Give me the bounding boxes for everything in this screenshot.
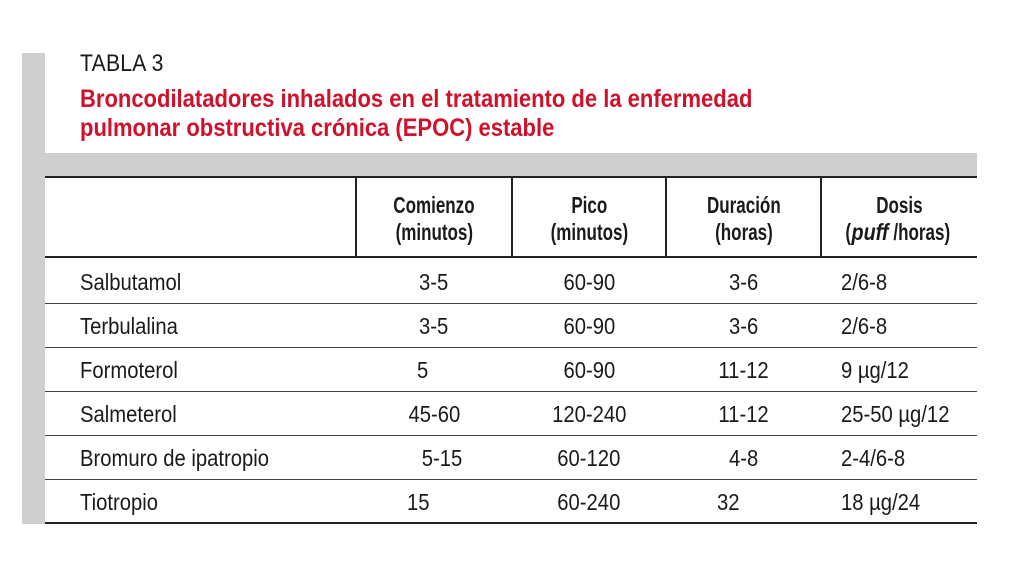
cell-comienzo: 3-5 — [419, 269, 449, 295]
header-duracion-line1: Duración — [706, 192, 781, 218]
cell-comienzo: 5 — [417, 357, 429, 383]
cell-drug: Formoterol — [80, 357, 178, 383]
table-row — [45, 436, 977, 480]
cell-dosis: 9 µg/12 — [841, 357, 909, 383]
table-row — [45, 304, 977, 348]
cell-drug: Salmeterol — [80, 401, 177, 427]
cell-dosis: 25-50 µg/12 — [841, 401, 950, 427]
table-row — [45, 392, 977, 436]
cell-pico: 60-90 — [563, 313, 615, 339]
header-comienzo — [357, 192, 511, 246]
header-duracion — [667, 192, 820, 246]
cell-comienzo: 3-5 — [419, 313, 449, 339]
cell-dosis: 18 µg/24 — [841, 489, 921, 515]
frame-bar-left — [22, 53, 45, 524]
cell-drug: Bromuro de ipatropio — [80, 445, 270, 471]
cell-drug: Salbutamol — [80, 269, 182, 295]
cell-duracion: 3-6 — [728, 313, 759, 339]
table-number: TABLA 3 — [80, 50, 164, 77]
header-duracion-line2: (horas) — [714, 219, 773, 245]
table-row — [45, 480, 977, 524]
cell-comienzo: 45-60 — [408, 401, 460, 427]
cell-pico: 60-90 — [563, 357, 615, 383]
cell-drug: Tiotropio — [80, 489, 159, 515]
cell-pico: 60-90 — [563, 269, 615, 295]
header-comienzo-line1: Comienzo — [393, 192, 475, 218]
table-bottom-rule — [45, 522, 977, 524]
table-title-line2: pulmonar obstructiva crónica (EPOC) estable — [80, 114, 555, 142]
cell-duracion: 32 — [717, 489, 740, 515]
header-pico — [513, 192, 665, 246]
cell-dosis: 2-4/6-8 — [841, 445, 906, 471]
header-pico-line2: (minutos) — [550, 219, 628, 245]
cell-pico: 60-240 — [557, 489, 621, 515]
table-title — [80, 85, 872, 143]
cell-pico: 120-240 — [551, 401, 627, 427]
header-bottom-rule — [45, 256, 977, 258]
cell-duracion: 11-12 — [718, 401, 769, 427]
cell-duracion: 3-6 — [728, 269, 759, 295]
header-comienzo-line2: (minutos) — [395, 219, 473, 245]
table-row — [45, 348, 977, 392]
cell-duracion: 11-12 — [718, 357, 769, 383]
header-dosis-line1: Dosis — [876, 192, 923, 218]
cell-dosis: 2/6-8 — [841, 269, 888, 295]
header-pico-line1: Pico — [571, 192, 607, 218]
header-dosis-line2-rest: /horas) — [892, 219, 950, 245]
header-dosis-line2-prefix: ( — [845, 219, 851, 245]
table-title-line1: Broncodilatadores inhalados en el tratamiento de la enfermedad — [80, 85, 753, 113]
cell-comienzo: 15 — [407, 489, 430, 515]
cell-pico: 60-120 — [557, 445, 621, 471]
header-dosis — [822, 192, 977, 246]
cell-drug: Terbulalina — [80, 313, 178, 339]
cell-dosis: 2/6-8 — [841, 313, 888, 339]
data-table — [45, 176, 977, 524]
frame-bar-top — [22, 153, 977, 176]
cell-comienzo: 5-15 — [421, 445, 463, 471]
header-dosis-line2-italic: puff — [851, 219, 889, 245]
table-row — [45, 260, 977, 304]
cell-duracion: 4-8 — [728, 445, 759, 471]
